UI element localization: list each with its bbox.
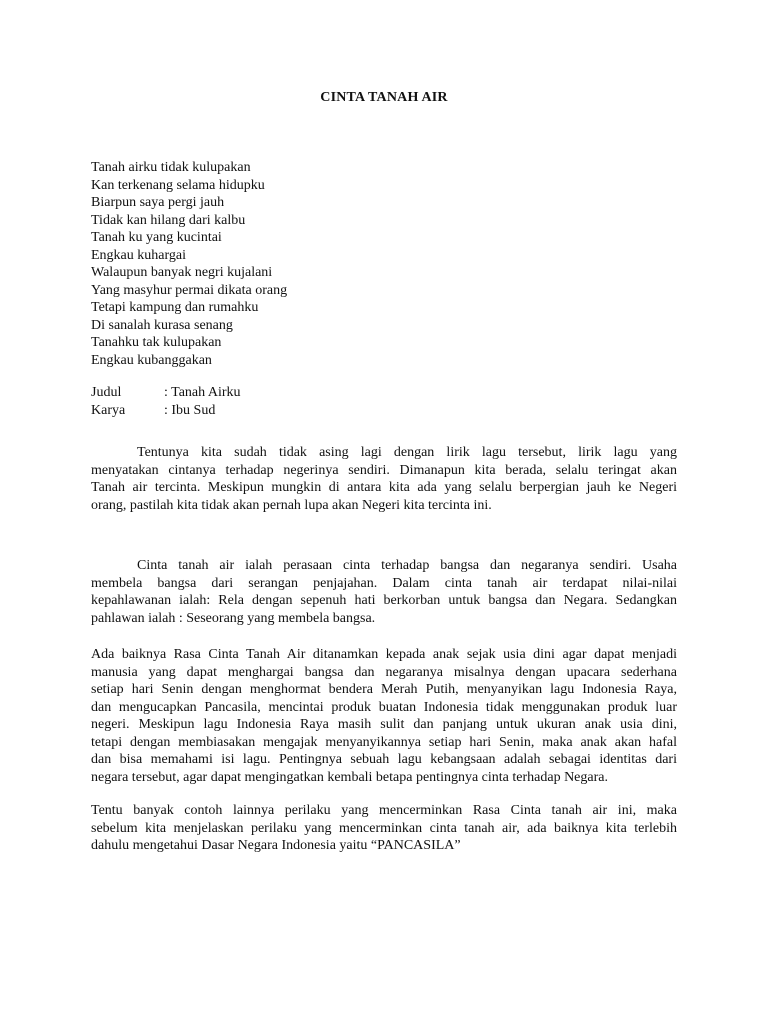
poem-line: Tanahku tak kulupakan xyxy=(91,335,222,350)
paragraph-line: dahulu mengetahui Dasar Negara Indonesia yaitu “PANCASILA” xyxy=(91,838,461,853)
poem-line: Biarpun saya pergi jauh xyxy=(91,195,225,210)
karya-label: Karya xyxy=(91,403,126,418)
paragraph-line: negara tersebut, agar dapat mengingatkan kembali betapa pentingnya cinta terhadap Negara. xyxy=(91,769,608,785)
paragraph-line: membela bangsa dari serangan penjajahan. Dalam cinta tanah air terdapat nilai-nilai xyxy=(91,575,677,591)
song-metadata xyxy=(91,384,241,420)
paragraph-line: Tentunya kita sudah tidak asing lagi dengan lirik lagu tersebut, lirik lagu yang xyxy=(137,445,677,460)
paragraph-line: negeri. Meskipun lagu Indonesia Raya masih sulit dan panjang untuk ukuran anak usia dini, xyxy=(91,717,677,732)
poem-line: Yang masyhur permai dikata orang xyxy=(91,282,288,298)
paragraph-line: tetapi dengan membiasakan mengajak menyanyikannya setiap hari Senin, maka anak akan hafal xyxy=(91,734,677,750)
paragraph-line: Ada baiknya Rasa Cinta Tanah Air ditanamkan kepada anak sejak usia dini agar dapat menjadi xyxy=(91,647,677,662)
poem-line: Engkau kuhargai xyxy=(91,247,186,263)
paragraph-1 xyxy=(91,444,677,514)
document-title: CINTA TANAH AIR xyxy=(320,90,448,105)
judul-row xyxy=(91,384,241,402)
judul-label: Judul xyxy=(91,385,122,400)
poem-line: Kan terkenang selama hidupku xyxy=(91,177,265,193)
poem-line: Tetapi kampung dan rumahku xyxy=(91,300,259,315)
karya-value: : Ibu Sud xyxy=(164,403,216,418)
poem-line: Engkau kubanggakan xyxy=(91,352,212,368)
paragraph-line: dan bisa memahami isi lagu. Pentingnya sebuah lagu kebangsaan adalah sebagai identitas dari xyxy=(91,752,677,767)
poem-line: Tanah ku yang kucintai xyxy=(91,230,222,245)
poem-lyrics xyxy=(91,159,287,369)
paragraph-line: pahlawan ialah : Seseorang yang membela bangsa. xyxy=(91,610,376,626)
paragraph-3 xyxy=(91,646,677,786)
paragraph-line: menyatakan cintanya terhadap negerinya sendiri. Dimanapun kita berada, selalu teringat akan xyxy=(91,462,677,478)
paragraph-line: Tentu banyak contoh lainnya perilaku yang mencerminkan Rasa Cinta tanah air ini, maka xyxy=(91,803,677,818)
paragraph-line: dan mengucapkan Pancasila, mencintai produk buatan Indonesia tidak menggunakan produk luar xyxy=(91,699,677,715)
paragraph-4 xyxy=(91,802,677,855)
poem-line: Walaupun banyak negri kujalani xyxy=(91,265,273,280)
paragraph-line: setiap hari Senin dengan menghormat bendera Merah Putih, menyanyikan lagu Indonesia Raya, xyxy=(91,682,677,697)
paragraph-2 xyxy=(91,557,677,627)
poem-line: Tidak kan hilang dari kalbu xyxy=(91,212,246,228)
paragraph-line: manusia yang dapat menghargai bangsa dan negaranya misalnya dengan upacara sederhana xyxy=(91,664,677,680)
paragraph-line: Tanah air tercinta. Meskipun mungkin di antara kita ada yang selalu berpergian jauh ke Negeri xyxy=(91,480,677,495)
poem-line: Tanah airku tidak kulupakan xyxy=(91,160,251,175)
poem-line: Di sanalah kurasa senang xyxy=(91,317,233,333)
paragraph-line: kepahlawanan ialah: Rela dengan sepenuh hati berkorban untuk bangsa dan Negara. Sedangkan xyxy=(91,593,677,608)
paragraph-line: Cinta tanah air ialah perasaan cinta terhadap bangsa dan negaranya sendiri. Usaha xyxy=(137,558,677,573)
paragraph-line: orang, pastilah kita tidak akan pernah lupa akan Negeri kita tercinta ini. xyxy=(91,497,492,513)
judul-value: : Tanah Airku xyxy=(164,385,241,400)
paragraph-line: sebelum kita menjelaskan perilaku yang mencerminkan cinta tanah air, ada baiknya kita terlebih xyxy=(91,820,677,836)
karya-row xyxy=(91,402,241,420)
